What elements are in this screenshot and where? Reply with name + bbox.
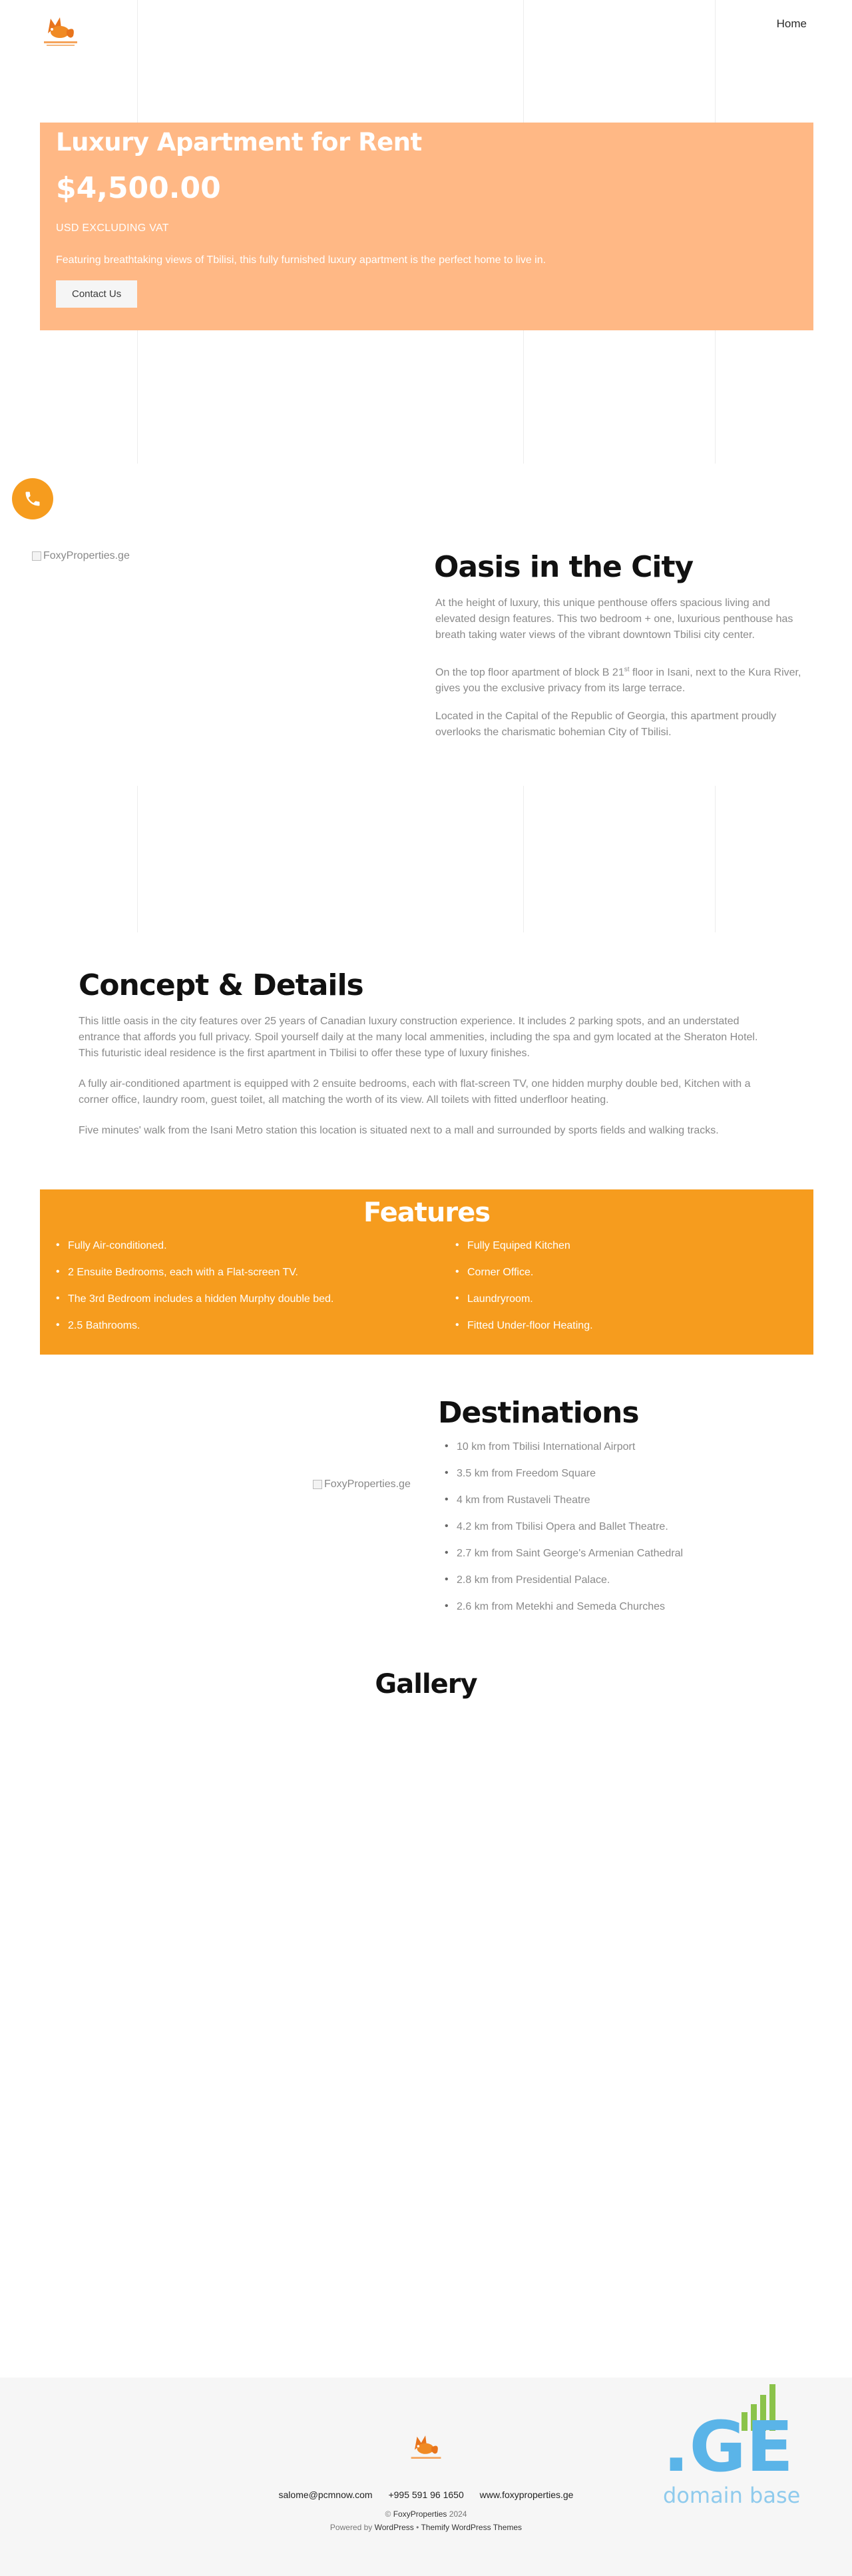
features-panel bbox=[40, 1189, 813, 1355]
feature-item: • Fully Air-conditioned. bbox=[51, 1240, 333, 1267]
feature-item: • 2 Ensuite Bedrooms, each with a Flat-screen TV. bbox=[51, 1267, 333, 1293]
domain-base-badge[interactable] bbox=[659, 2382, 805, 2512]
contact-us-button[interactable]: Contact Us bbox=[56, 280, 137, 308]
site-logo[interactable] bbox=[40, 11, 81, 49]
destination-item: • 10 km from Tbilisi International Airport bbox=[443, 1441, 683, 1468]
grid-line bbox=[523, 0, 524, 123]
features-list-left bbox=[51, 1240, 333, 1347]
grid-line bbox=[715, 0, 716, 123]
destinations-title: Destinations bbox=[438, 1396, 639, 1430]
broken-image-icon bbox=[313, 1480, 322, 1489]
concept-paragraph-1: This little oasis in the city features over 25 years of Canadian luxury construction experience. It includes 2 parking spots, and an understated entrance that affords you full privacy. Spoil yourself daily at the many local ammenities, including the spa and gym located at the Sheraton Hotel. This futuristic ideal residence is the first apartment in Tbilisi to offer these type of luxury finishes. bbox=[79, 1016, 758, 1059]
call-button[interactable] bbox=[12, 478, 53, 519]
hero-title: Luxury Apartment for Rent bbox=[56, 128, 422, 157]
copyright-symbol: © bbox=[385, 2509, 391, 2519]
hero-description: Featuring breathtaking views of Tbilisi, this fully furnished luxury apartment is the perfect home to live in. bbox=[56, 254, 546, 266]
concept-title: Concept & Details bbox=[79, 968, 363, 1002]
wordpress-link[interactable]: WordPress bbox=[374, 2523, 414, 2532]
destination-item: • 3.5 km from Freedom Square bbox=[443, 1468, 683, 1494]
footer-logo[interactable] bbox=[407, 2429, 445, 2464]
features-title: Features bbox=[363, 1197, 491, 1228]
grid-line bbox=[137, 786, 138, 932]
grid-line bbox=[715, 786, 716, 932]
concept-paragraph-2: A fully air-conditioned apartment is equipped with 2 ensuite bedrooms, each with flat-screen TV, one hidden murphy double bed, Kitchen with a corner office, laundry room, guest toilet, all matching the worth of its view. All toilets with fitted underfloor heating. bbox=[79, 1078, 751, 1106]
concept-paragraph-3: Five minutes' walk from the Isani Metro station this location is situated next to a mall and surrounded by sports fields and walking tracks. bbox=[79, 1125, 719, 1136]
oasis-paragraph-3: Located in the Capital of the Republic of Georgia, this apartment proudly overlooks the charismatic bohemian City of Tbilisi. bbox=[435, 711, 777, 738]
feature-item: • Laundryroom. bbox=[450, 1293, 593, 1320]
destination-item: • 2.8 km from Presidential Palace. bbox=[443, 1574, 683, 1601]
destinations-image bbox=[313, 1478, 411, 1490]
footer-phone[interactable]: +995 591 96 1650 bbox=[388, 2489, 464, 2500]
features-list-right bbox=[450, 1240, 593, 1347]
destinations-list bbox=[443, 1441, 683, 1628]
footer-website[interactable]: www.foxyproperties.ge bbox=[479, 2489, 574, 2500]
nav-home-link[interactable]: Home bbox=[776, 17, 807, 30]
oasis-p2-suffix: floor in Isani, next to the Kura River, gives you the exclusive privacy from its large terrace. bbox=[435, 667, 801, 695]
footer-powered-by bbox=[0, 2523, 852, 2532]
themify-link[interactable]: Themify WordPress Themes bbox=[421, 2523, 523, 2532]
footer-email[interactable]: salome@pcmnow.com bbox=[278, 2489, 373, 2500]
feature-item: • Fully Equiped Kitchen bbox=[450, 1240, 593, 1267]
grid-line bbox=[715, 330, 716, 464]
oasis-paragraph-1: At the height of luxury, this unique penthouse offers spacious living and elevated design features. This two bedroom + one, luxurious penthouse has breath taking water views of the vibrant downtown Tbilisi city center. bbox=[435, 597, 793, 641]
destination-item: • 2.6 km from Metekhi and Semeda Churches bbox=[443, 1601, 683, 1628]
fox-logo-icon bbox=[40, 11, 81, 49]
oasis-p2-sup: st bbox=[624, 666, 630, 673]
oasis-image bbox=[32, 550, 130, 562]
powered-prefix: Powered by bbox=[329, 2523, 373, 2532]
grid-line bbox=[137, 330, 138, 464]
hero-currency-note: USD EXCLUDING VAT bbox=[56, 222, 169, 234]
broken-image-icon bbox=[32, 551, 41, 561]
feature-item: • The 3rd Bedroom includes a hidden Murphy double bed. bbox=[51, 1293, 333, 1320]
copyright-brand-link[interactable]: FoxyProperties bbox=[393, 2509, 447, 2519]
oasis-p2-prefix: On the top floor apartment of block B 21 bbox=[435, 667, 624, 679]
destination-item: • 4 km from Rustaveli Theatre bbox=[443, 1494, 683, 1521]
powered-separator: • bbox=[416, 2523, 419, 2532]
destinations-image-alt: FoxyProperties.ge bbox=[324, 1478, 411, 1490]
oasis-title: Oasis in the City bbox=[434, 550, 694, 584]
badge-caption: domain base bbox=[663, 2483, 801, 2508]
grid-line bbox=[137, 0, 138, 123]
copyright-year: 2024 bbox=[449, 2509, 467, 2519]
gallery-title: Gallery bbox=[375, 1669, 477, 1700]
destination-item: • 4.2 km from Tbilisi Opera and Ballet Theatre. bbox=[443, 1521, 683, 1548]
domain-base-logo-icon bbox=[659, 2382, 805, 2512]
destination-item: • 2.7 km from Saint George's Armenian Cathedral bbox=[443, 1548, 683, 1574]
badge-logo-text: .GE bbox=[663, 2406, 793, 2487]
hero-price: $4,500.00 bbox=[56, 171, 221, 205]
feature-item: • Corner Office. bbox=[450, 1267, 593, 1293]
fox-logo-icon bbox=[407, 2429, 445, 2464]
oasis-image-alt: FoxyProperties.ge bbox=[43, 550, 130, 561]
grid-line bbox=[523, 330, 524, 464]
oasis-paragraph-2 bbox=[435, 662, 808, 697]
phone-icon bbox=[23, 489, 42, 508]
hero-banner bbox=[40, 123, 813, 330]
feature-item: • 2.5 Bathrooms. bbox=[51, 1320, 333, 1347]
grid-line bbox=[523, 786, 524, 932]
feature-item: • Fitted Under-floor Heating. bbox=[450, 1320, 593, 1347]
